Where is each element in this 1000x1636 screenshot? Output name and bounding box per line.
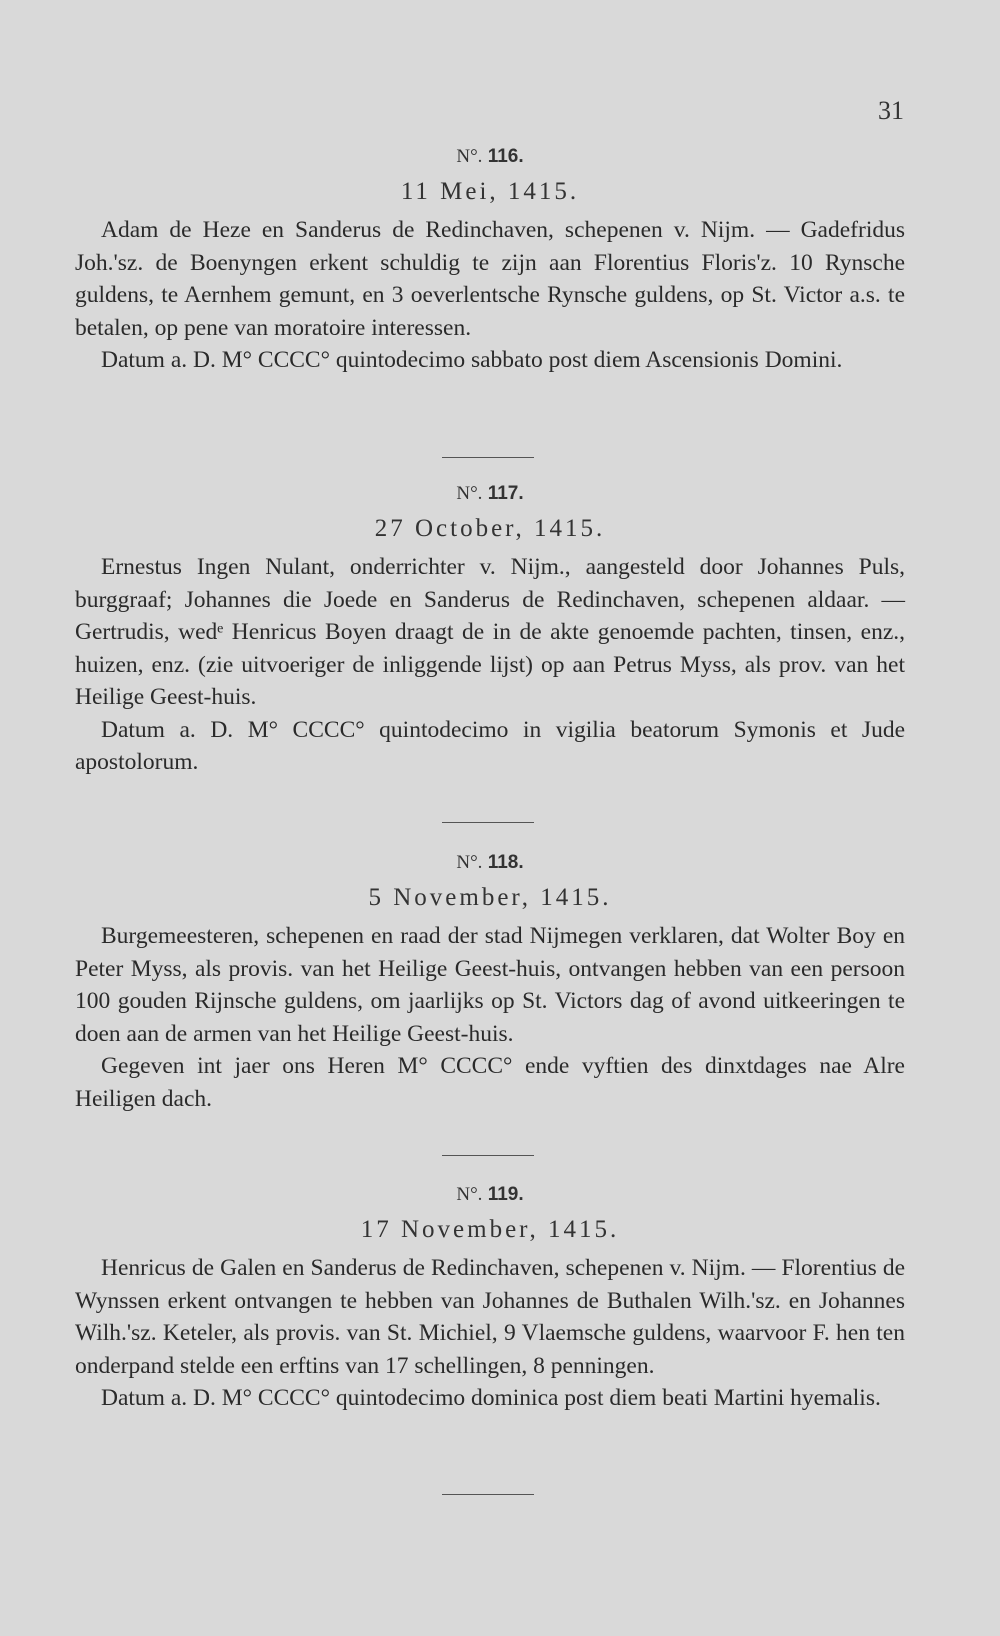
entry-number-label: N°. <box>456 483 483 504</box>
entry-117 <box>75 483 905 779</box>
entry-number-label: N°. <box>456 146 483 167</box>
separator-rule <box>442 1494 534 1495</box>
entry-date: 5 November, 1415. <box>368 884 612 911</box>
entry-date: 17 November, 1415. <box>360 1216 620 1243</box>
entry-119 <box>75 1184 905 1415</box>
entry-datum: Datum a. D. M° CCCC° quintodecimo in vigilia beatorum Symonis et Jude apostolorum. <box>75 716 905 775</box>
entry-datum: Datum a. D. M° CCCC° quintodecimo sabbato post diem Ascensionis Domini. <box>101 347 843 373</box>
entry-datum: Gegeven int jaer ons Heren M° CCCC° ende vyftien des dinxtdages nae Alre Heiligen dach. <box>75 1053 905 1112</box>
entry-body: Burgemeesteren, schepenen en raad der stad Nijmegen verklaren, dat Wolter Boy en Peter Myss, als provis. van het Heilige Geest-huis, ontvangen hebben van een persoon 100 gouden Rijnsche guldens, om jaarlijks op St. Victors dag of avond uitkeeringen te doen aan de armen van het Heilige Geest-huis. <box>75 923 905 1047</box>
entry-number <box>75 146 905 168</box>
entry-body: Adam de Heze en Sanderus de Redinchaven, schepenen v. Nijm. — Gadefridus Joh.'sz. de Boenyngen erkent schuldig te zijn aan Florentius Floris'z. 10 Rynsche guldens, te Aernhem gemunt, en 3 oeverlentsche Rynsche guldens, op St. Victor a.s. te betalen, op pene van moratoire interessen. <box>75 217 905 341</box>
entry-number <box>75 852 905 874</box>
separator-rule <box>442 1155 534 1156</box>
page-number: 31 <box>878 96 904 125</box>
entry-number-value: 118. <box>487 852 524 873</box>
entry-number <box>75 483 905 505</box>
entry-body: Ernestus Ingen Nulant, onderrichter v. Nijm., aangesteld door Johannes Puls, burggraaf; Johannes die Joede en Sanderus de Redinchaven, schepenen aldaar. — Gertrudis, wedᵉ Henricus Boyen draagt de in de akte genoemde pachten, tinsen, enz., huizen, enz. (zie uitvoeriger de inliggende lijst) op aan Petrus Myss, als prov. van het Heilige Geest-huis. <box>75 554 905 710</box>
entry-number-value: 117. <box>487 483 524 504</box>
entry-number-label: N°. <box>456 852 483 873</box>
entry-116 <box>75 146 905 377</box>
entry-body: Henricus de Galen en Sanderus de Redinchaven, schepenen v. Nijm. — Florentius de Wynssen erkent ontvangen te hebben van Johannes de Buthalen Wilh.'sz. en Johannes Wilh.'sz. Keteler, als provis. van St. Michiel, 9 Vlaemsche guldens, waarvoor F. hen ten onderpand stelde een erftins van 17 schellingen, 8 penningen. <box>75 1255 905 1379</box>
entry-number-value: 119. <box>487 1184 524 1205</box>
entry-date: 11 Mei, 1415. <box>400 178 580 205</box>
separator-rule <box>442 457 534 458</box>
entry-number-value: 116. <box>487 146 524 167</box>
entry-number <box>75 1184 905 1206</box>
entry-118 <box>75 852 905 1115</box>
separator-rule <box>442 822 534 823</box>
entry-date: 27 October, 1415. <box>374 515 606 542</box>
entry-datum: Datum a. D. M° CCCC° quintodecimo dominica post diem beati Martini hyemalis. <box>101 1385 881 1411</box>
entry-number-label: N°. <box>456 1184 483 1205</box>
